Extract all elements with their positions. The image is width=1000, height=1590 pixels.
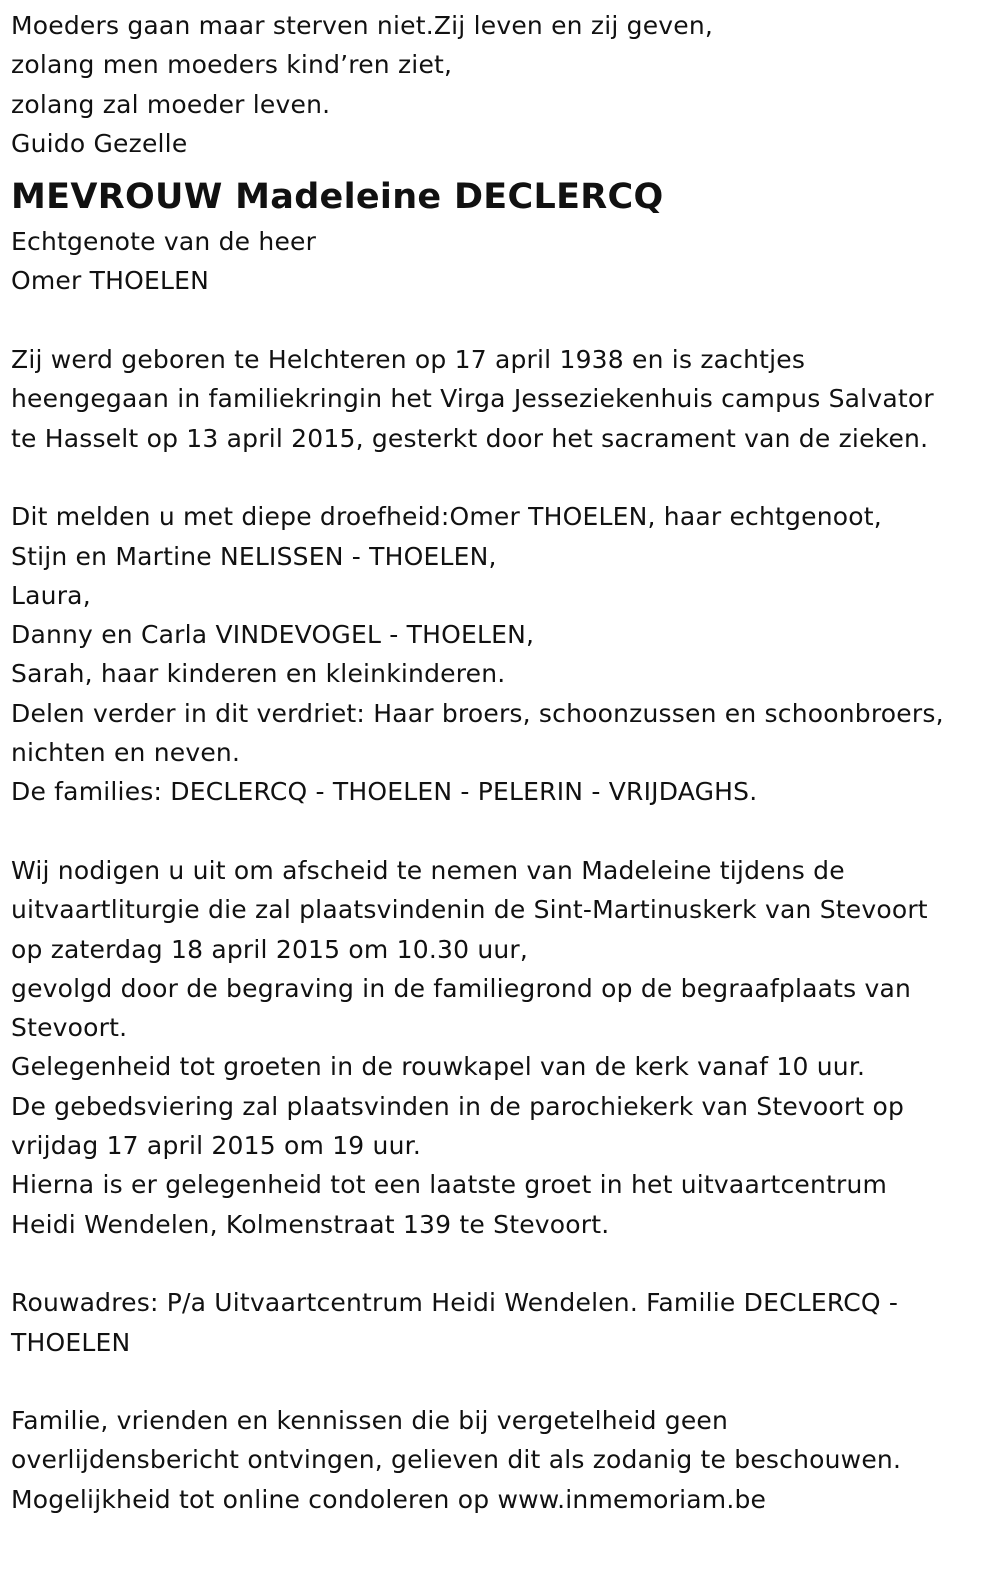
family-line: Sarah, haar kinderen en kleinkinderen. <box>11 659 506 689</box>
funeral-line: Gelegenheid tot groeten in de rouwkapel van de kerk vanaf 10 uur. <box>11 1052 866 1082</box>
notice-line: Mogelijkheid tot online condoleren op www.inmemoriam.be <box>11 1484 767 1514</box>
poem-line: Moeders gaan maar sterven niet.Zij leven en zij geven, <box>11 11 714 40</box>
funeral-paragraph <box>11 851 996 1244</box>
obituary-document <box>11 6 996 1519</box>
poem-author: Guido Gezelle <box>11 128 188 158</box>
paragraph-spacer <box>11 458 996 497</box>
family-line: De families: DECLERCQ - THOELEN - PELERIN - VRIJDAGHS. <box>11 777 758 807</box>
family-paragraph <box>11 497 996 811</box>
funeral-line: uitvaartliturgie die zal plaatsvindenin de Sint-Martinuskerk van Stevoort <box>11 895 928 925</box>
family-line: Danny en Carla VINDEVOGEL - THOELEN, <box>11 620 535 650</box>
birth-death-line: Zij werd geboren te Helchteren op 17 april 1938 en is zachtjes <box>11 345 806 375</box>
notice-line: overlijdensbericht ontvingen, gelieven dit als zodanig te beschouwen. <box>11 1445 902 1475</box>
paragraph-spacer <box>11 301 996 340</box>
poem-section <box>11 6 996 163</box>
mourning-address-paragraph <box>11 1283 996 1362</box>
address-line: THOELEN <box>11 1327 131 1357</box>
poem-line: zolang men moeders kind’ren ziet, <box>11 50 453 80</box>
funeral-line: vrijdag 17 april 2015 om 19 uur. <box>11 1131 421 1161</box>
family-line: Stijn en Martine NELISSEN - THOELEN, <box>11 541 497 571</box>
funeral-line: Heidi Wendelen, Kolmenstraat 139 te Stevoort. <box>11 1209 610 1239</box>
family-line: Laura, <box>11 580 91 610</box>
funeral-line: Stevoort. <box>11 1013 128 1043</box>
funeral-line: Wij nodigen u uit om afscheid te nemen van Madeleine tijdens de <box>11 855 845 885</box>
family-line: Delen verder in dit verdriet: Haar broers, schoonzussen en schoonbroers, <box>11 698 944 728</box>
family-line: Dit melden u met diepe droefheid:Omer THOELEN, haar echtgenoot, <box>11 502 882 532</box>
paragraph-spacer <box>11 1362 996 1401</box>
paragraph-spacer <box>11 812 996 851</box>
birth-death-paragraph <box>11 340 996 458</box>
notice-line: Familie, vrienden en kennissen die bij vergetelheid geen <box>11 1406 729 1436</box>
funeral-line: De gebedsviering zal plaatsvinden in de parochiekerk van Stevoort op <box>11 1091 905 1121</box>
notice-paragraph <box>11 1401 996 1519</box>
spouse-section <box>11 222 996 301</box>
spouse-line: Echtgenote van de heer <box>11 227 317 257</box>
deceased-name-title: MEVROUW Madeleine DECLERCQ <box>11 177 664 218</box>
funeral-line: op zaterdag 18 april 2015 om 10.30 uur, <box>11 934 529 964</box>
paragraph-spacer <box>11 1244 996 1283</box>
funeral-line: gevolgd door de begraving in de familiegrond op de begraafplaats van <box>11 973 912 1003</box>
funeral-line: Hierna is er gelegenheid tot een laatste groet in het uitvaartcentrum <box>11 1170 888 1200</box>
birth-death-line: heengegaan in familiekringin het Virga Jesseziekenhuis campus Salvator <box>11 384 934 414</box>
address-line: Rouwadres: P/a Uitvaartcentrum Heidi Wendelen. Familie DECLERCQ - <box>11 1288 899 1318</box>
poem-line: zolang zal moeder leven. <box>11 89 331 119</box>
birth-death-line: te Hasselt op 13 april 2015, gesterkt door het sacrament van de zieken. <box>11 423 929 453</box>
family-line: nichten en neven. <box>11 738 241 768</box>
spouse-line: Omer THOELEN <box>11 266 210 296</box>
